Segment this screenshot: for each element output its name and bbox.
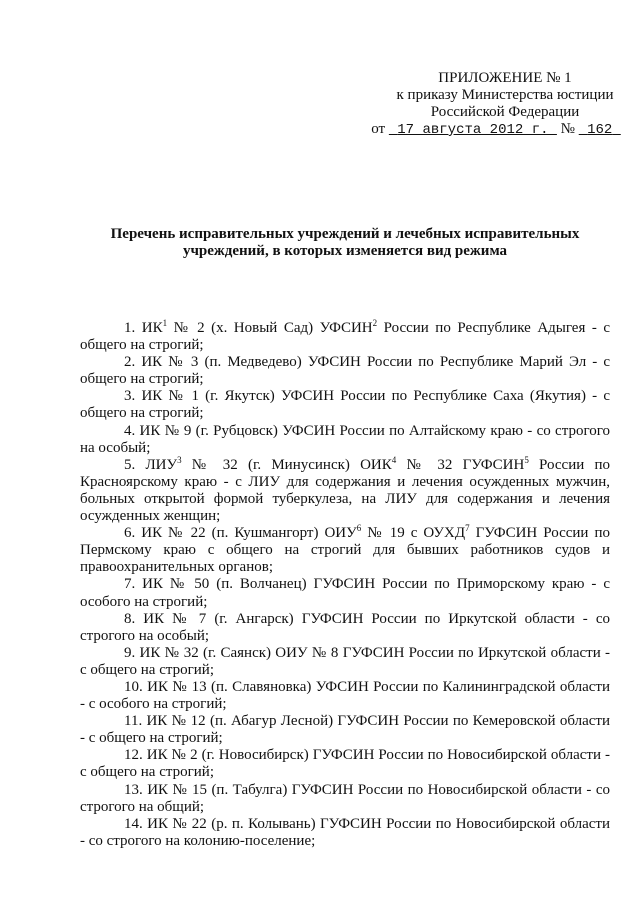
list-item [80,645,610,679]
footnote-marker: 4 [391,454,397,465]
list-item [80,454,610,525]
order-date: 17 августа 2012 г. [397,122,549,138]
appendix-date-line [342,121,640,139]
list-item-text: 4. ИК № 9 (г. Рубцовск) УФСИН России по Алтайскому краю - со строгого на особый; [80,422,610,456]
list-item-text: 7. ИК № 50 (п. Волчанец) ГУФСИН России по Приморскому краю - с особого на строгий; [80,576,610,610]
number-prefix: № [560,121,575,137]
list-item-text: № 19 с ОУХД [361,525,466,542]
list-item [80,611,610,645]
list-item-text: 5. ЛИУ [124,456,178,473]
footnote-marker: 2 [372,318,378,328]
list-item [80,354,610,388]
list-item-text: № 2 (х. Новый Сад) УФСИН [167,320,373,336]
list-item-text: России по Республике Адыгея - с общего на строгий; [80,320,610,354]
list-item-text: 10. ИК № 13 (п. Славяновка) УФСИН России по Калининградской области - с особого на строгий; [80,678,610,713]
list-item [80,388,610,422]
list-item-text: № 32 (г. Минусинск) ОИК [181,456,392,473]
list-item-text: № 32 ГУФСИН [396,456,525,473]
list-item-text: 3. ИК № 1 (г. Якутск) УФСИН России по Республике Саха (Якутия) - с общего на строгий; [80,388,610,422]
list-item [80,423,610,457]
list-item-text: 2. ИК № 3 (п. Медведево) УФСИН России по Республике Марий Эл - с общего на строгий; [80,354,610,388]
title-line-1: Перечень исправительных учреждений и лечебных исправительных [110,226,580,242]
list-item [80,320,610,354]
institution-list [80,320,610,850]
footnote-marker: 6 [356,523,362,534]
list-item [80,576,610,610]
list-item-text: 12. ИК № 2 (г. Новосибирск) ГУФСИН России по Новосибирской области - с общего на строгий; [80,747,610,781]
list-item-text: 1. ИК [124,320,163,336]
footnote-marker: 5 [524,454,529,465]
footnote-marker: 1 [162,318,168,328]
list-item [80,747,610,781]
footnote-marker: 3 [177,454,182,465]
appendix-order-line: к приказу Министерства юстиции [396,87,614,103]
date-prefix: от [371,121,386,137]
list-item-text: 8. ИК № 7 (г. Ангарск) ГУФСИН России по Иркутской области - со строгого на особый; [80,610,610,644]
list-item-text: 6. ИК № 22 (п. Кушмангорт) ОИУ [124,525,357,542]
list-item-text: России по Красноярскому краю - с ЛИУ для содержания и лечения осужденных мужчин, больных открытой формой туберкулеза, на ЛИУ для содержания и лечения осужденных женщин; [80,456,610,525]
list-item-text: 9. ИК № 32 (г. Саянск) ОИУ № 8 ГУФСИН России по Иркутской области - с общего на строгий; [80,644,610,678]
appendix-heading: ПРИЛОЖЕНИЕ № 1 [438,70,572,86]
list-item [80,782,610,816]
order-number: 162 [587,122,613,138]
list-item [80,713,610,747]
list-item-text: 14. ИК № 22 (р. п. Колывань) ГУФСИН России по Новосибирской области - со строгого на колонию-поселение; [80,815,610,849]
list-item-text: 11. ИК № 12 (п. Абагур Лесной) ГУФСИН России по Кемеровской области - с общего на строгий; [80,713,610,747]
footnote-marker: 7 [465,523,470,534]
list-item-text: ГУФСИН России по Пермскому краю с общего на строгий для бывших работников судов и правоохранительных органов; [80,525,610,576]
document-title [80,226,610,260]
list-item-text: 13. ИК № 15 (п. Табулга) ГУФСИН России по Новосибирской области - со строгого на общий; [80,781,610,815]
appendix-federation-line: Российской Федерации [430,104,580,120]
list-item [80,679,610,713]
appendix-header [360,70,640,139]
list-item [80,816,610,850]
list-item [80,525,610,576]
title-line-2: учреждений, в которых изменяется вид режима [182,243,508,259]
